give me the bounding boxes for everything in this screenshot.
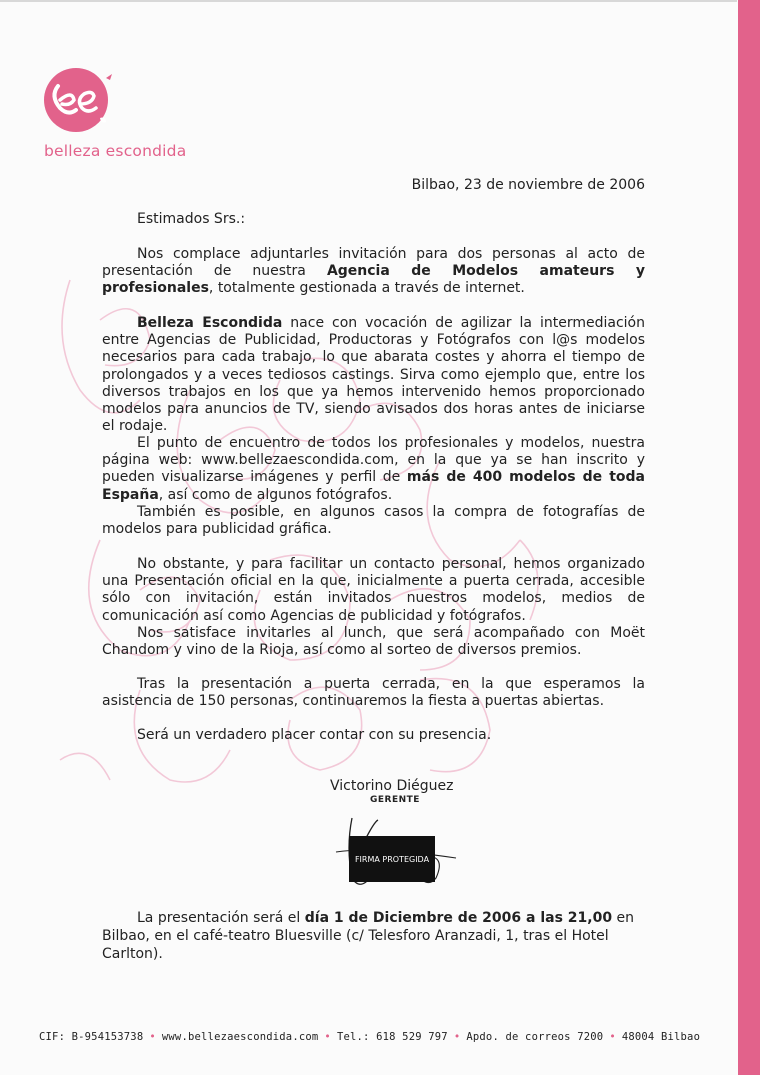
- footer-separator: •: [609, 1031, 616, 1043]
- footer-separator: •: [324, 1031, 331, 1043]
- paragraph-invitation: Nos complace adjuntarles invitación para dos personas al acto de presentación de nuestra Agencia de Modelos amateurs y profesionales, totalmente gestionada a través de internet.: [102, 246, 645, 297]
- paragraph-attendance: Tras la presentación a puerta cerrada, en la que esperamos la asistencia de 150 personas, continuaremos la fiesta a puertas abiertas.: [102, 676, 645, 710]
- footer-contact: [39, 1031, 700, 1043]
- letter-date: Bilbao, 23 de noviembre de 2006: [411, 177, 645, 193]
- signer-name: Victorino Diéguez: [330, 778, 454, 794]
- signer-role: GERENTE: [370, 795, 420, 805]
- protected-signature-stamp: FIRMA PROTEGIDA: [349, 836, 435, 882]
- event-details: La presentación será el día 1 de Diciembre de 2006 a las 21,00 en Bilbao, en el café-teatro Bluesville (c/ Telesforo Aranzadi, 1, tras el Hotel Carlton).: [102, 910, 635, 962]
- footer-web: www.bellezaescondida.com: [161, 1031, 319, 1043]
- paragraph-photos: También es posible, en algunos casos la compra de fotografías de modelos para publicidad gráfica.: [102, 503, 645, 538]
- paragraph-lunch: Nos satisface invitarles al lunch, que será acompañado con Moët Chandom y vino de la Rioja, así como al sorteo de diversos premios.: [102, 624, 645, 659]
- footer-separator: •: [149, 1031, 156, 1043]
- paragraph-presentation: No obstante, y para facilitar un contacto personal, hemos organizado una Presentación oficial en la que, inicialmente a puerta cerrada, accesible sólo con invitación, están invitados nuestros modelos, medios de comunicación así como Agencias de publicidad y fotógrafos. Nos satisface invitarles al lunch, que será acompañado con Moët Chandom y vino de la Rioja, así como al sorteo de diversos premios.: [102, 556, 645, 659]
- paragraph-about: Belleza Escondida nace con vocación de agilizar la intermediación entre Agencias de Publicidad, Productoras y Fotógrafos con l@s modelos necesarios para cada trabajo, lo que abarata costes y ahorra el tiempo de prolongados y a veces tediosos castings. Sirva como ejemplo que, entre los diversos trabajos en los que ya hemos intervenido hemos proporcionado modelos para anuncios de TV, siendo avisados dos horas antes de iniciarse el rodaje.: [102, 315, 645, 435]
- brand-logo: [44, 66, 114, 134]
- paragraph-closing: Será un verdadero placer contar con su presencia.: [137, 727, 492, 743]
- brand-side-stripe: [738, 0, 760, 1075]
- footer-separator: •: [453, 1031, 461, 1043]
- footer-tel: Tel.: 618 529 797: [336, 1031, 448, 1043]
- footer-apdo: Apdo. de correos 7200: [466, 1031, 604, 1043]
- footer-city: 48004 Bilbao: [621, 1031, 701, 1043]
- paragraph-website: El punto de encuentro de todos los profesionales y modelos, nuestra página web: www.bellezaescondida.com, en la que ya se han inscrito y pueden visualizarse imágenes y perfil de más de 400 modelos de toda España, así como de algunos fotógrafos. También es posible, en algunos casos la compra de fotografías de modelos para publicidad gráfica.: [102, 435, 646, 538]
- salutation: Estimados Srs.:: [137, 211, 246, 227]
- top-rule: [0, 0, 737, 2]
- brand-name: belleza escondida: [44, 142, 187, 160]
- footer-cif: CIF: B-954153738: [39, 1031, 144, 1043]
